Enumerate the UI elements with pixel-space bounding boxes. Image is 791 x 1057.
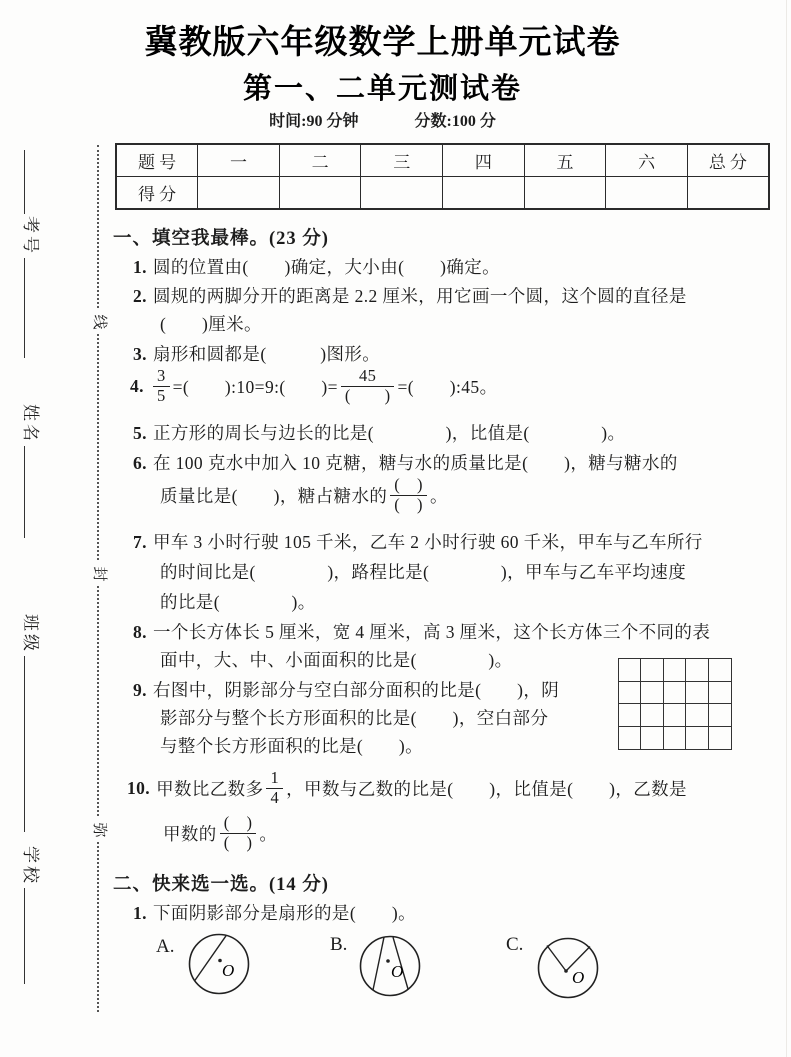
score-table-col-6: 六 [606,144,688,177]
question-8-line1: 8. 一个长方体长 5 厘米，宽 4 厘米，高 3 厘米，这个长方体三个不同的表 [133,622,711,642]
question-7-line2: 的时间比是( )，路程比是( )，甲车与乙车平均速度 [160,562,687,582]
score-cell [279,177,361,210]
section2-heading: 二、快来选一选。(14 分) [113,875,329,895]
seal-char-feng: 封 [87,562,111,586]
blank-line [24,446,43,538]
center-o-label: O [572,968,585,987]
question-9-line1: 9. 右图中，阴影部分与空白部分面积的比是( )，阴 [133,680,560,700]
option-b-label: B. [330,934,348,955]
field-name: 姓名 [21,404,41,444]
option-a-label: A. [156,936,175,957]
score-table-score-row [116,177,769,210]
question-8-line2: 面中，大、中、小面面积的比是( )。 [160,650,513,670]
blank-line [24,258,43,358]
option-c-circle-figure [534,935,602,1003]
question-5: 5. 正方形的周长与边长的比是( )，比值是( )。 [133,423,626,443]
seal-char-mi: 弥 [87,818,111,842]
blank-line [24,656,43,832]
question-10-line1: 10. 甲数比乙数多 $\frac{1}{4}$ ，甲数与乙数的比是( )，比值是( )，乙数是 [127,767,687,807]
blank-line [24,150,43,214]
time-limit: 时间:90 分钟 [269,113,359,130]
score-cell [687,177,769,210]
question-9-line2: 影部分与整个长方形面积的比是( )，空白部分 [160,708,549,728]
question-9-grid-figure [618,658,732,750]
total-score: 分数:100 分 [414,113,496,130]
fraction-blank-blank: $\frac{( )}{( )}$ [220,814,257,853]
question-2-line1: 2. 圆规的两脚分开的距离是 2.2 厘米，用它画一个圆，这个圆的直径是 [133,286,687,306]
score-table-col-4: 四 [443,144,525,177]
fraction-1-4: $\frac{1}{4}$ [266,769,283,808]
center-o-label: O [222,961,235,980]
score-table-col-3: 三 [361,144,443,177]
score-table-col-2: 二 [279,144,361,177]
question-1: 1. 圆的位置由( )确定，大小由( )确定。 [133,257,501,277]
option-a-circle-figure [186,929,252,999]
option-c-label: C. [506,934,524,955]
field-school: 学校 [21,846,41,886]
field-class: 班级 [21,614,41,654]
blank-line [24,888,43,984]
section1-heading: 一、填空我最棒。(23 分) [113,229,329,249]
score-cell [198,177,280,210]
question-6-line2: 质量比是( )，糖占糖水的 $\frac{( )}{( )}$ 。 [160,474,448,514]
question-10-line2: 甲数的 $\frac{( )}{( )}$ 。 [163,812,278,852]
score-table-col-1: 一 [198,144,280,177]
seal-char-line: 线 [87,310,111,334]
score-cell [606,177,688,210]
question-2-line2: ( )厘米。 [160,314,262,334]
score-cell [361,177,443,210]
question-7-line1: 7. 甲车 3 小时行驶 105 千米，乙车 2 小时行驶 60 千米，甲车与乙车所行 [133,532,703,552]
exam-info-line [110,108,655,131]
field-exam-number: 考号 [21,216,41,256]
exam-seal-margin-fields [16,150,50,1030]
paper-title: 第一、二单元测试卷 [242,73,522,105]
question-7-line3: 的比是( )。 [160,592,316,612]
fraction-3-5: $\frac{3}{5}$ [153,367,170,406]
score-table-corner: 题 号 [116,144,198,177]
score-row-label: 得 分 [116,177,198,210]
series-title: 冀教版六年级数学上册单元试卷 [144,23,621,60]
center-o-label: O [391,962,404,981]
fraction-blank-blank: $\frac{( )}{( )}$ [390,476,427,515]
score-table [115,143,770,210]
section2-question-1: 1. 下面阴影部分是扇形的是( )。 [133,903,416,923]
score-table-header-row [116,144,769,177]
score-table-col-5: 五 [524,144,606,177]
score-table-col-total: 总 分 [687,144,769,177]
score-cell [524,177,606,210]
question-9-line3: 与整个长方形面积的比是( )。 [160,736,424,756]
score-cell [443,177,525,210]
fraction-45-blank: $\frac{45}{( )}$ [341,367,395,406]
question-3: 3. 扇形和圆都是( )图形。 [133,344,381,364]
option-b-circle-figure [356,931,424,1001]
question-4: 4. $\frac{3}{5}$ =( ):10=9:( )= $\frac{45}{( )}$ =( ):45。 [130,365,498,405]
page-edge-line [786,0,787,1057]
question-6-line1: 6. 在 100 克水中加入 10 克糖，糖与水的质量比是( )，糖与糖水的 [133,453,678,473]
